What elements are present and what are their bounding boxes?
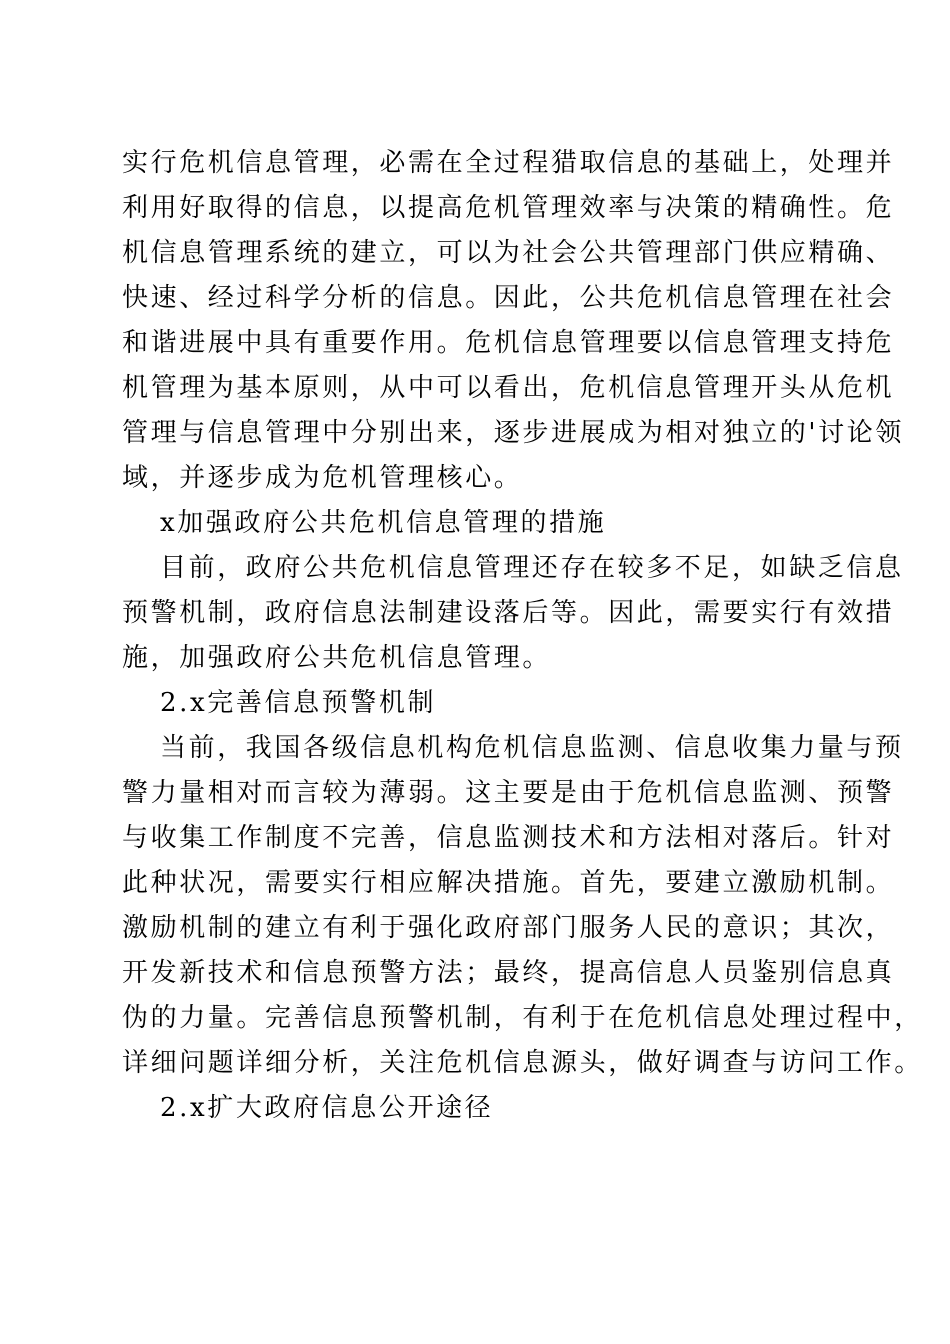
paragraph-line: 开发新技术和信息预警方法；最终，提高信息人员鉴别信息真	[122, 958, 895, 988]
paragraph-line: 机管理为基本原则，从中可以看出，危机信息管理开头从危机	[122, 373, 895, 403]
paragraph-line: 实行危机信息管理，必需在全过程猎取信息的基础上，处理并	[122, 148, 895, 178]
section-heading: x加强政府公共危机信息管理的措施	[160, 508, 607, 538]
paragraph-line: 施，加强政府公共危机信息管理。	[122, 643, 552, 673]
paragraph-line: 警力量相对而言较为薄弱。这主要是由于危机信息监测、预警	[122, 778, 895, 808]
paragraph-line: 管理与信息管理中分别出来，逐步进展成为相对独立的'讨论领	[122, 418, 904, 448]
paragraph-line: 与收集工作制度不完善，信息监测技术和方法相对落后。针对	[122, 823, 895, 853]
paragraph-line: 和谐进展中具有重要作用。危机信息管理要以信息管理支持危	[122, 328, 895, 358]
paragraph-line: 利用好取得的信息，以提高危机管理效率与决策的精确性。危	[122, 193, 895, 223]
paragraph-line: 伪的力量。完善信息预警机制，有利于在危机信息处理过程中，	[122, 1003, 923, 1033]
paragraph-line: 当前，我国各级信息机构危机信息监测、信息收集力量与预	[160, 733, 904, 763]
paragraph-line: 预警机制，政府信息法制建设落后等。因此，需要实行有效措	[122, 598, 895, 628]
paragraph-line: 目前，政府公共危机信息管理还存在较多不足，如缺乏信息	[160, 553, 904, 583]
subsection-heading: 2.x完善信息预警机制	[160, 688, 437, 718]
paragraph-line: 此种状况，需要实行相应解决措施。首先，要建立激励机制。	[122, 868, 895, 898]
paragraph-line: 快速、经过科学分析的信息。因此，公共危机信息管理在社会	[122, 283, 895, 313]
paragraph-line: 详细问题详细分析，关注危机信息源头，做好调查与访问工作。	[122, 1048, 923, 1078]
paragraph-line: 激励机制的建立有利于强化政府部门服务人民的意识；其次，	[122, 913, 895, 943]
paragraph-line: 机信息管理系统的建立，可以为社会公共管理部门供应精确、	[122, 238, 895, 268]
subsection-heading: 2.x扩大政府信息公开途径	[160, 1093, 494, 1123]
paragraph-line: 域，并逐步成为危机管理核心。	[122, 463, 523, 493]
